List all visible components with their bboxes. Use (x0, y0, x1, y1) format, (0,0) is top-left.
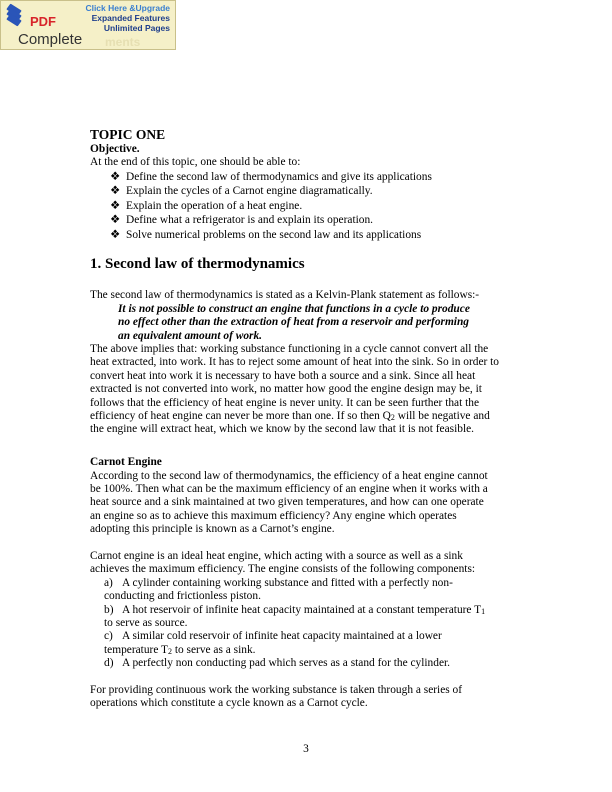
banner-line2: Expanded Features (91, 13, 170, 23)
diamond-bullet-icon: ❖ (110, 214, 121, 227)
list-item (90, 184, 530, 199)
paragraph-line: be 100%. Then what can be the maximum efficiency of an engine when it works with a (90, 482, 488, 495)
paragraph-line: heat source and a sink maintained at two given temperatures, and how can one operate (90, 496, 484, 509)
subscript: 2 (390, 412, 395, 422)
list-item (90, 630, 530, 643)
paragraph-line: an engine so as to achieve this maximum efficiency? Any engine which operates (90, 509, 457, 522)
item-label: a) (104, 576, 113, 589)
item-label: c) (104, 630, 113, 643)
paragraph-line: Carnot engine is an ideal heat engine, which acting with a source as well as a sink (90, 550, 463, 562)
list-item (90, 657, 530, 670)
paragraph-line: For providing continuous work the working substance is taken through a series of (90, 684, 463, 697)
banner-logo-pdf: PDF (30, 14, 56, 29)
banner-line3: Unlimited Pages (103, 23, 170, 33)
banner-upgrade-link[interactable]: Click Here &Upgrade (85, 3, 170, 13)
list-item (90, 170, 530, 185)
list-item (90, 577, 530, 590)
item-label: b) (104, 603, 114, 616)
paragraph-line: extracted is not converted into work, no matter how good the engine design may be, it (90, 383, 482, 396)
diamond-bullet-icon: ❖ (110, 199, 121, 212)
paragraph-line: convert heat into work it is necessary to have both a source and a sink. Since all heat (90, 369, 476, 382)
section-title: 1. Second law of thermodynamics (90, 256, 305, 273)
banner-ghost-text: ments (105, 35, 141, 49)
list-item (90, 213, 530, 228)
paragraph-line: operations which constitute a cycle known as a Carnot cycle. (90, 697, 368, 710)
paragraph-line: achieves the maximum efficiency. The engine consists of the following components: (90, 563, 476, 576)
paragraph-line: The above implies that: working substance functioning in a cycle cannot convert all the (90, 342, 489, 355)
page-number: 3 (303, 743, 309, 755)
kelvin-plank-statement: It is not possible to construct an engine that functions in a cycle to produce (118, 302, 470, 315)
item-label: d) (104, 657, 114, 670)
paragraph-line: The second law of thermodynamics is stated as a Kelvin-Plank statement as follows:- (90, 289, 480, 302)
objective-intro: At the end of this topic, one should be able to: (90, 156, 301, 169)
text: will be negative and (394, 409, 490, 422)
item-text (90, 644, 530, 657)
subscript: 1 (481, 606, 486, 616)
layers-logo-icon (6, 5, 24, 25)
list-item (90, 199, 530, 214)
page-content (90, 127, 530, 711)
paragraph-line: heat extracted, into work. It has to reject some amount of heat into the sink. So in order to (90, 356, 500, 369)
components-list (90, 577, 530, 671)
list-item (90, 228, 530, 243)
paragraph-line: adopting this principle is known as a Carnot’s engine. (90, 523, 335, 536)
diamond-bullet-icon: ❖ (110, 170, 121, 183)
text: to serve as a sink. (172, 643, 256, 656)
paragraph-line: According to the second law of thermodynamics, the efficiency of a heat engine cannot (90, 469, 488, 482)
text: efficiency of heat engine can never be more than one. If so then Q (90, 409, 391, 422)
pdf-complete-upgrade-banner[interactable] (0, 0, 176, 50)
banner-logo-complete: Complete (18, 31, 83, 48)
topic-title: TOPIC ONE (90, 127, 166, 142)
text: temperature T (104, 643, 168, 656)
item-text: A perfectly non conducting pad which serves as a stand for the cylinder. (122, 657, 451, 670)
paragraph-line (90, 410, 530, 423)
bullet-text: Define the second law of thermodynamics and give its applications (126, 170, 432, 183)
diamond-bullet-icon: ❖ (110, 185, 121, 198)
bullet-text: Explain the cycles of a Carnot engine diagramatically. (126, 185, 373, 198)
objective-heading: Objective. (90, 143, 140, 155)
bullet-text: Explain the operation of a heat engine. (126, 199, 303, 212)
list-item (90, 604, 530, 617)
paragraph-line: follows that the efficiency of heat engine is never unity. It can be seen further that the (90, 396, 480, 409)
item-text: conducting and frictionless piston. (104, 590, 261, 603)
item-text: to serve as source. (104, 617, 188, 630)
diamond-bullet-icon: ❖ (110, 228, 121, 241)
objective-list (90, 170, 530, 243)
kelvin-plank-statement: no effect other than the extraction of heat from a reservoir and performing (118, 316, 470, 329)
subscript: 2 (168, 646, 172, 656)
carnot-engine-heading: Carnot Engine (90, 456, 162, 469)
item-text: A hot reservoir of infinite heat capacity maintained at a constant temperature T (122, 603, 482, 616)
item-text: A similar cold reservoir of infinite heat capacity maintained at a lower (122, 630, 442, 643)
item-text: A cylinder containing working substance and fitted with a perfectly non- (122, 576, 453, 589)
bullet-text: Define what a refrigerator is and explain its operation. (126, 214, 374, 227)
bullet-text: Solve numerical problems on the second law and its applications (126, 228, 422, 241)
paragraph-line: the engine will extract heat, which we know by the second law that it is not feasible. (90, 423, 475, 436)
kelvin-plank-statement: an equivalent amount of work. (118, 329, 262, 342)
